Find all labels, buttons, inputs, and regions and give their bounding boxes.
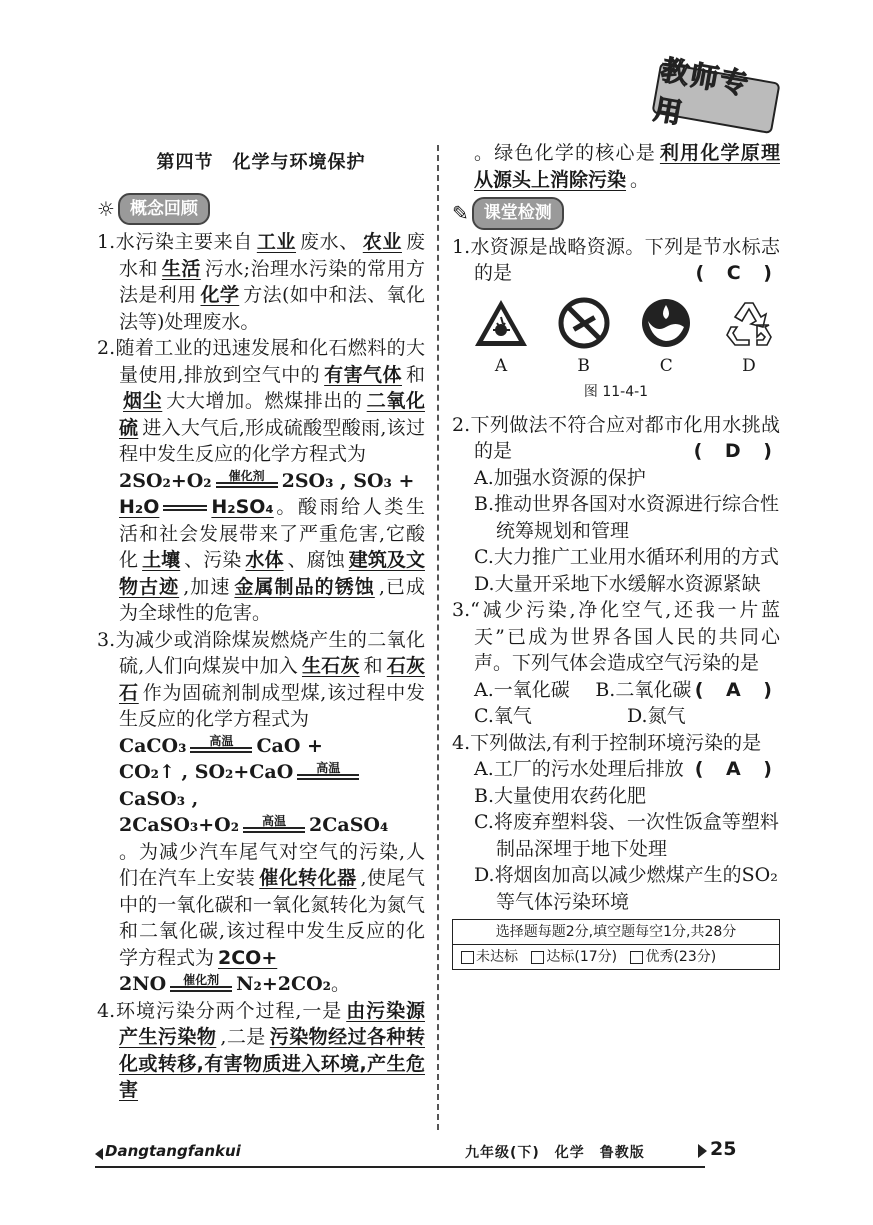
answer: 化学 xyxy=(200,284,240,306)
choice-answer: ( C ) xyxy=(695,262,780,284)
class-test-banner xyxy=(452,197,564,230)
left-arrow-icon xyxy=(95,1148,103,1160)
question-3-cont: 。为减少汽车尾气对空气的污染,人们在汽车上安装 催化转化器 ,使尾气中的一氧化碳和一氧化氮转化为氮气和二氧化碳,该过程中发生反应的化学方程式为 2CO+ xyxy=(119,840,425,969)
option-c: C.将废弃塑料袋、一次性饭盒等塑料制品深埋于地下处理 xyxy=(474,811,779,860)
lightbulb-icon: ☼ xyxy=(97,196,115,221)
checkbox[interactable] xyxy=(531,951,544,964)
option-a: A.加强水资源的保护 xyxy=(474,466,646,489)
water-signs-figure xyxy=(470,297,780,380)
test-question-1: 1.水资源是战略资源。下列是节水标志的是 ( C ) xyxy=(452,234,780,287)
sign-b: B xyxy=(553,297,615,380)
equation-no: 2NO 催化剂 N₂+2CO₂。 xyxy=(119,972,350,995)
question-4: 4.环境污染分两个过程,一是 由污染源产生污染物 ,二是 污染物经过各种转化或转移,有害物质进入环境,产生危害 xyxy=(97,999,425,1101)
answer: 水体 xyxy=(245,549,284,571)
answer: 污染物经过各种转化或转移,有害物质进入环境,产生危害 xyxy=(119,1026,425,1101)
footer-rule xyxy=(95,1166,705,1168)
section-title: 第四节 化学与环境保护 xyxy=(156,152,366,173)
figure-caption: 图 11-4-1 xyxy=(583,384,649,400)
right-column xyxy=(452,140,780,970)
banner-label: 课堂检测 xyxy=(472,197,564,230)
answer: 建筑及文物古迹 xyxy=(119,549,425,598)
option-d: D.将烟囱加高以减少燃煤产生的SO₂ 等气体污染环境 xyxy=(474,864,778,913)
left-column xyxy=(97,140,425,1104)
teacher-only-stamp: 教师专用 xyxy=(651,62,780,134)
test-question-3: 3.“减少污染,净化空气,还我一片蓝天”已成为世界各国人民的共同心声。下列气体会造成空气污染的是 ( A ) xyxy=(452,597,780,677)
choice-answer: ( A ) xyxy=(694,678,780,701)
answer: 烟尘 xyxy=(123,390,163,412)
answer: 生活 xyxy=(161,257,201,280)
test-question-4: 4.下列做法,有利于控制环境污染的是 ( A ) xyxy=(452,730,780,757)
choice-answer: ( D ) xyxy=(693,440,780,462)
answer: 2CO+ xyxy=(218,946,278,969)
answer: 利用化学原理从源头上消除污染 xyxy=(474,142,780,191)
explosive-warning-icon xyxy=(473,297,529,349)
page-number: 25 xyxy=(710,1138,737,1160)
answer: 石灰石 xyxy=(119,655,425,704)
column-divider xyxy=(437,145,439,1130)
water-saving-icon xyxy=(640,297,692,349)
no-smoking-icon xyxy=(558,297,610,349)
answer: 工业 xyxy=(256,231,297,253)
banner-label: 概念回顾 xyxy=(118,193,210,226)
sign-c: C xyxy=(635,297,697,380)
right-arrow-icon xyxy=(698,1144,707,1158)
test-question-2: 2.下列做法不符合应对都市化用水挑战的是 ( D ) xyxy=(452,412,780,465)
pencil-icon: ✎ xyxy=(452,201,469,225)
book-info: 九年级(下) 化学 鲁教版 xyxy=(465,1145,645,1161)
sign-a: A xyxy=(470,297,532,380)
sign-d: D xyxy=(718,297,780,380)
answer: 二氧化硫 xyxy=(119,390,425,439)
option-c: C.大力推广工业用水循环利用的方式 xyxy=(474,546,779,568)
equation-caso4: 2CaSO₃+O₂ 高温 2CaSO₄ xyxy=(119,813,389,836)
question-1: 1.水污染主要来自 工业 废水、 农业 废水和 生活 污水;治理水污染的常用方法是利用 化学 方法(如中和法、氧化法等)处理废水。 xyxy=(97,231,425,333)
equation-so2: 2SO₂+O₂ 催化剂 2SO₃ , SO₃ + xyxy=(119,469,415,492)
question-2-cont: H₂O H₂SO₄。酸雨给人类生活和社会发展带来了严重危害,它酸化 土壤 、污染 水体 、腐蚀 建筑及文物古迹 ,加速 金属制品的锈蚀 ,已成为全球性的危害。 xyxy=(119,496,425,624)
answer: 金属制品的锈蚀 xyxy=(234,575,375,598)
question-4-cont: 。绿色化学的核心是 利用化学原理从源头上消除污染 。 xyxy=(474,142,780,191)
answer: 由污染源产生污染物 xyxy=(119,999,425,1048)
page-footer xyxy=(95,1140,775,1168)
question-2: 2.随着工业的迅速发展和化石燃料的大量使用,排放到空气中的 有害气体 和烟尘 大大增加。燃煤排出的 二氧化硫 进入大气后,形成硫酸型酸雨,该过程中发生反应的化学方程式为 xyxy=(97,337,425,465)
score-options: 未达标 达标(17分) 优秀(23分) xyxy=(453,945,779,969)
equation-caso3: CO₂↑ , SO₂+CaO 高温 CaSO₃ , xyxy=(97,759,425,812)
question-3: 3.为减少或消除煤炭燃烧产生的二氧化硫,人们向煤炭中加入 生石灰 和 石灰石 作为固硫剂制成型煤,该过程中发生反应的化学方程式为 xyxy=(97,628,425,730)
checkbox[interactable] xyxy=(630,951,643,964)
option-b: B.大量使用农药化肥 xyxy=(474,784,647,807)
recycle-icon xyxy=(723,297,775,349)
answer: 农业 xyxy=(362,231,402,253)
options-row-2: C.氧气 D.氮气 xyxy=(474,705,686,727)
equation-caco3: CaCO₃ 高温 CaO + xyxy=(119,734,323,757)
option-a: A.工厂的污水处理后排放 xyxy=(474,758,684,780)
answer: 催化转化器 xyxy=(259,867,357,889)
choice-answer: ( A ) xyxy=(694,758,780,780)
brand-name: Dangtangfankui xyxy=(105,1142,241,1160)
options-row-1: A.一氧化碳 B.二氧化碳 xyxy=(474,678,692,701)
checkbox[interactable] xyxy=(461,951,474,964)
option-b: B.推动世界各国对水资源进行综合性统筹规划和管理 xyxy=(474,493,780,542)
answer: 生石灰 xyxy=(301,655,360,677)
score-rule: 选择题每题2分,填空题每空1分,共28分 xyxy=(453,920,779,945)
answer: 土壤 xyxy=(142,549,181,571)
concept-review-banner xyxy=(97,193,210,226)
answer: 有害气体 xyxy=(324,363,402,386)
option-d: D.大量开采地下水缓解水资源紧缺 xyxy=(474,572,761,595)
score-box xyxy=(452,919,780,970)
answer-equation: H₂O H₂SO₄ xyxy=(119,496,274,518)
